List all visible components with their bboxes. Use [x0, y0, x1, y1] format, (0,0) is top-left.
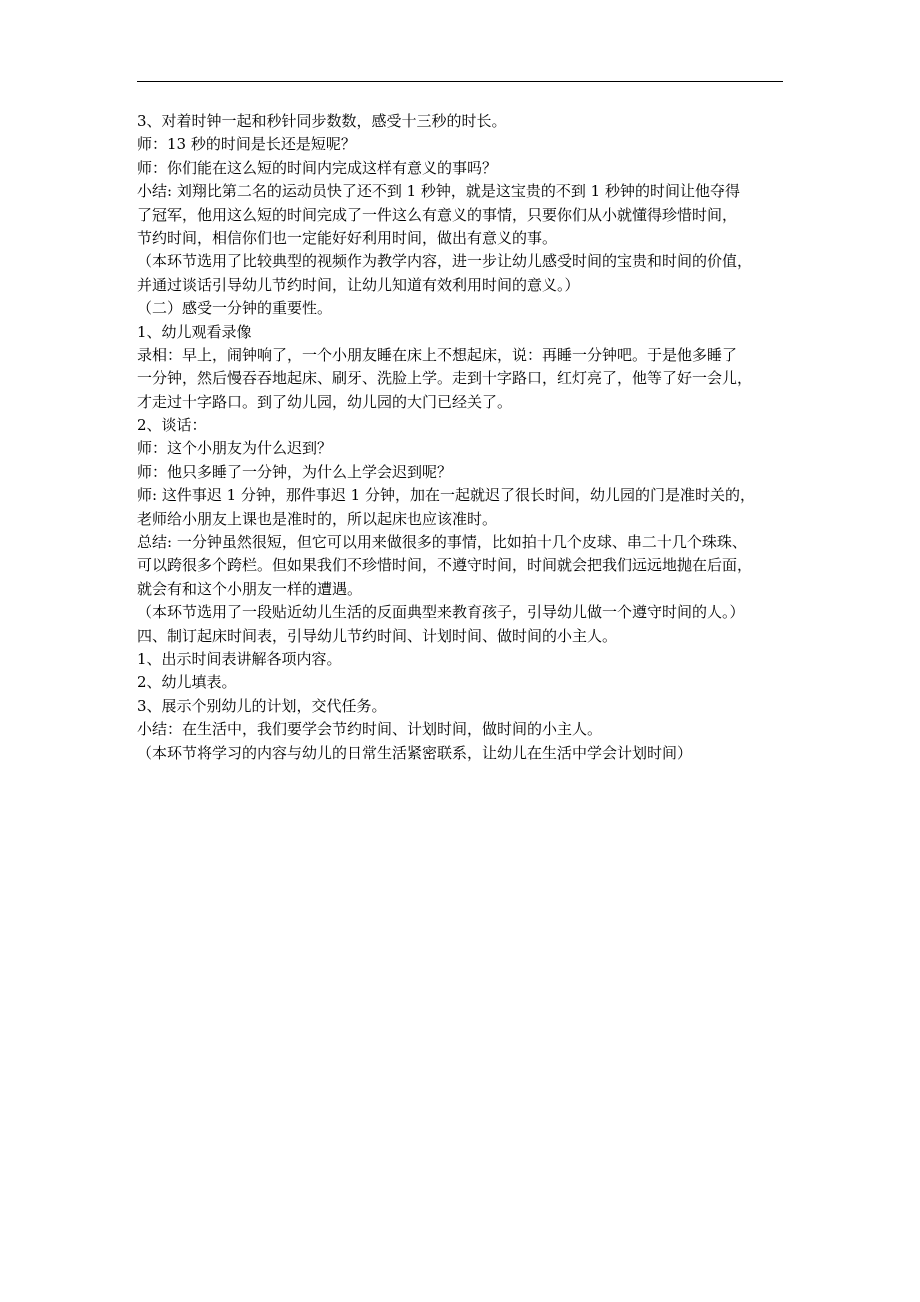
text-line: 小结：在生活中，我们要学会节约时间、计划时间，做时间的小主人。	[137, 720, 603, 739]
text-line: 3、对着时钟一起和秒针同步数数，感受十三秒的时长。	[137, 112, 507, 130]
text-line: 并通过谈话引导幼儿节约时间，让幼儿知道有效利用时间的意义。）	[137, 275, 580, 294]
text-line: 总结: 一分钟虽然很短，但它可以用来做很多的事情，比如拍十几个皮球、串二十几个珠珠、	[137, 533, 747, 552]
text-line: 可以跨很多个跨栏。但如果我们不珍惜时间，不遵守时间，时间就会把我们远远地抛在后面，	[137, 556, 753, 575]
header-divider	[137, 81, 783, 82]
document-body	[137, 110, 787, 765]
text-line: 师：你们能在这么短的时间内完成这样有意义的事吗？	[137, 158, 498, 177]
text-line: （本环节选用了一段贴近幼儿生活的反面典型来教育孩子，引导幼儿做一个遵守时间的人。）	[137, 603, 745, 622]
text-line: 小结: 刘翔比第二名的运动员快了还不到 1 秒钟，就是这宝贵的不到 1 秒钟的时间让他夺得	[137, 182, 740, 201]
text-line: 录相：早上，闹钟响了，一个小朋友睡在床上不想起床，说：再睡一分钟吧。于是他多睡了	[137, 345, 738, 364]
section-heading: 四、制订起床时间表，引导幼儿节约时间、计划时间、做时间的小主人。	[137, 626, 618, 645]
text-line: 老师给小朋友上课也是准时的，所以起床也应该准时。	[137, 509, 498, 528]
text-line: 就会有和这个小朋友一样的遭遇。	[137, 579, 363, 598]
text-line: （本环节选用了比较典型的视频作为教学内容，进一步让幼儿感受时间的宝贵和时间的价值，	[137, 252, 753, 271]
text-line: （本环节将学习的内容与幼儿的日常生活紧密联系，让幼儿在生活中学会计划时间）	[137, 743, 693, 762]
text-line: 节约时间，相信你们也一定能好好利用时间，做出有意义的事。	[137, 228, 558, 247]
text-line: 3、展示个别幼儿的计划，交代任务。	[137, 696, 387, 715]
text-line: 了冠军，他用这么短的时间完成了一件这么有意义的事情，只要你们从小就懂得珍惜时间，	[137, 205, 738, 224]
text-line: 才走过十字路口。到了幼儿园，幼儿园的大门已经关了。	[137, 392, 513, 411]
text-line: 师：这个小朋友为什么迟到？	[137, 439, 333, 458]
text-line: 师：他只多睡了一分钟，为什么上学会迟到呢？	[137, 462, 453, 481]
text-line: 一分钟，然后慢吞吞地起床、刷牙、洗脸上学。走到十字路口，红灯亮了，他等了好一会儿，	[137, 369, 753, 388]
text-line: 师：13 秒的时间是长还是短呢？	[137, 135, 356, 154]
text-line: 1、出示时间表讲解各项内容。	[137, 649, 342, 668]
section-heading: （二）感受一分钟的重要性。	[137, 299, 333, 318]
text-line: 2、幼儿填表。	[137, 673, 237, 692]
text-line: 师: 这件事迟 1 分钟，那件事迟 1 分钟，加在一起就迟了很长时间，幼儿园的门是准时关的，	[137, 486, 755, 505]
text-line: 2、谈话：	[137, 416, 207, 435]
text-line: 1、幼儿观看录像	[137, 322, 252, 341]
